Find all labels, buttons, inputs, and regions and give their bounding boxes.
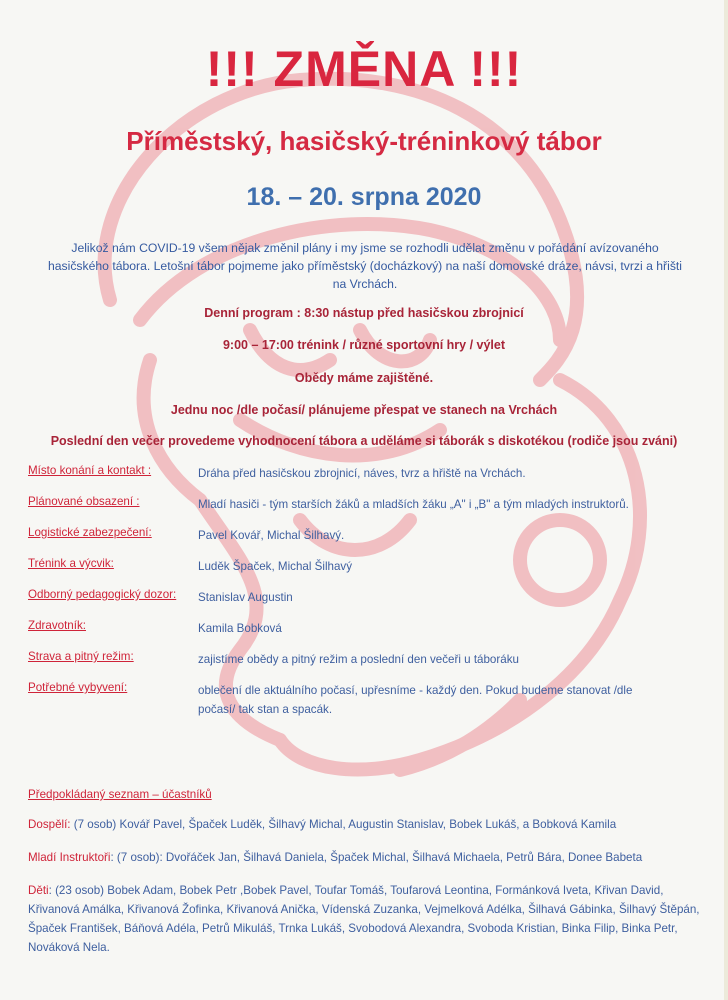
detail-value: Dráha před hasičskou zbrojnicí, náves, tvrz a hřiště na Vrchách. xyxy=(198,467,526,480)
detail-row-supervision xyxy=(28,588,708,619)
detail-label: Zdravotník: xyxy=(28,619,86,632)
participants-heading: Předpokládaný seznam – účastníků xyxy=(28,788,212,801)
program-line: Denní program : 8:30 nástup před hasičskou zbrojnicí xyxy=(204,306,524,320)
detail-row-medic xyxy=(28,619,708,650)
detail-row-staffing xyxy=(28,495,708,526)
program-line: 9:00 – 17:00 trénink / různé sportovní hry / výlet xyxy=(222,338,506,352)
group-label: Dospělí: xyxy=(28,818,71,831)
detail-row-training xyxy=(28,557,708,588)
group-members: : (7 osob): Dvořáček Jan, Šilhavá Daniela, Špaček Michal, Šilhavá Michaela, Petrů Bára, Donee Babeta xyxy=(110,851,643,864)
group-label: Děti xyxy=(28,884,49,897)
detail-label: Místo konání a kontakt : xyxy=(28,464,152,477)
program-line: Jednu noc /dle počasí/ plánujeme přespat ve stanech na Vrchách xyxy=(170,403,558,417)
detail-label: Odborný pedagogický dozor: xyxy=(28,588,177,601)
detail-label: Plánované obsazení : xyxy=(28,495,140,508)
participants-adults xyxy=(28,815,708,834)
group-members: : (23 osob) Bobek Adam, Bobek Petr ,Bobek Pavel, Toufar Tomáš, Toufarová Leontina, Formánková Iveta, Křivan David, Křivanová Amálka, Křivanová Žofinka, Křivanová Anička, Vídenská Zuzanka, Vejmelková Adélka, Šilhavá Gábinka, Šilhavý Štěpán, Špaček František, Báňová Adéla, Petrů Mikuláš, Trnka Lukáš, Svobodová Alexandra, Svoboda Kristian, Binka Filip, Binka Petr, Nováková Nela. xyxy=(28,884,700,954)
detail-row-equipment xyxy=(28,681,708,725)
detail-label: Logistické zabezpečení: xyxy=(28,526,152,539)
detail-value: Kamila Bobková xyxy=(198,622,282,635)
page-subtitle: Příměstský, hasičský-tréninkový tábor xyxy=(126,126,602,156)
detail-row-venue xyxy=(28,464,708,495)
page-title: !!! ZMĚNA !!! xyxy=(205,41,523,97)
group-members: (7 osob) Kovář Pavel, Špaček Luděk, Šilhavý Michal, Augustin Stanislav, Bobek Lukáš, a Bobková Kamila xyxy=(70,818,617,831)
participants-section xyxy=(28,788,708,971)
detail-value: Luděk Špaček, Michal Šilhavý xyxy=(198,560,353,573)
detail-value: oblečení dle aktuálního počasí, upřesníme - každý den. Pokud budeme stanovat /dle počasí/ tak stan a spacák. xyxy=(198,684,633,716)
participants-instructors xyxy=(28,848,708,867)
program-line: Obědy máme zajištěné. xyxy=(294,371,434,385)
detail-value: Stanislav Augustin xyxy=(198,591,293,604)
detail-label: Potřebné vybyvení: xyxy=(28,681,128,694)
detail-value: zajistíme obědy a pitný režim a poslední den večeři u táboráku xyxy=(198,653,519,666)
detail-value: Pavel Kovář, Michal Šilhavý. xyxy=(198,529,345,542)
detail-label: Trénink a výcvik: xyxy=(28,557,114,570)
detail-label: Strava a pitný režim: xyxy=(28,650,134,663)
event-dates: 18. – 20. srpna 2020 xyxy=(246,183,482,211)
detail-value: Mladí hasiči - tým starších žáků a mladších žáku „A" i „B" a tým mladých instruktorů. xyxy=(198,498,629,511)
details-list xyxy=(28,464,708,725)
intro-paragraph: Jelikož nám COVID-19 všem nějak změnil plány i my jsme se rozhodli udělat změnu v pořádání avízovaného hasičského tábora. Letošní tábor pojmeme jako příměstský (docházkový) na naší domovské dráze, návsi, tvrzi a hřišti na Vrchách. xyxy=(47,241,683,291)
detail-row-food xyxy=(28,650,708,681)
group-label: Mladí Instruktoři xyxy=(28,851,111,864)
program-line: Poslední den večer provedeme vyhodnocení tábora a uděláme si táborák s diskotékou (rodiče jsou zváni) xyxy=(50,434,678,448)
participants-children xyxy=(28,881,708,957)
detail-row-logistics xyxy=(28,526,708,557)
